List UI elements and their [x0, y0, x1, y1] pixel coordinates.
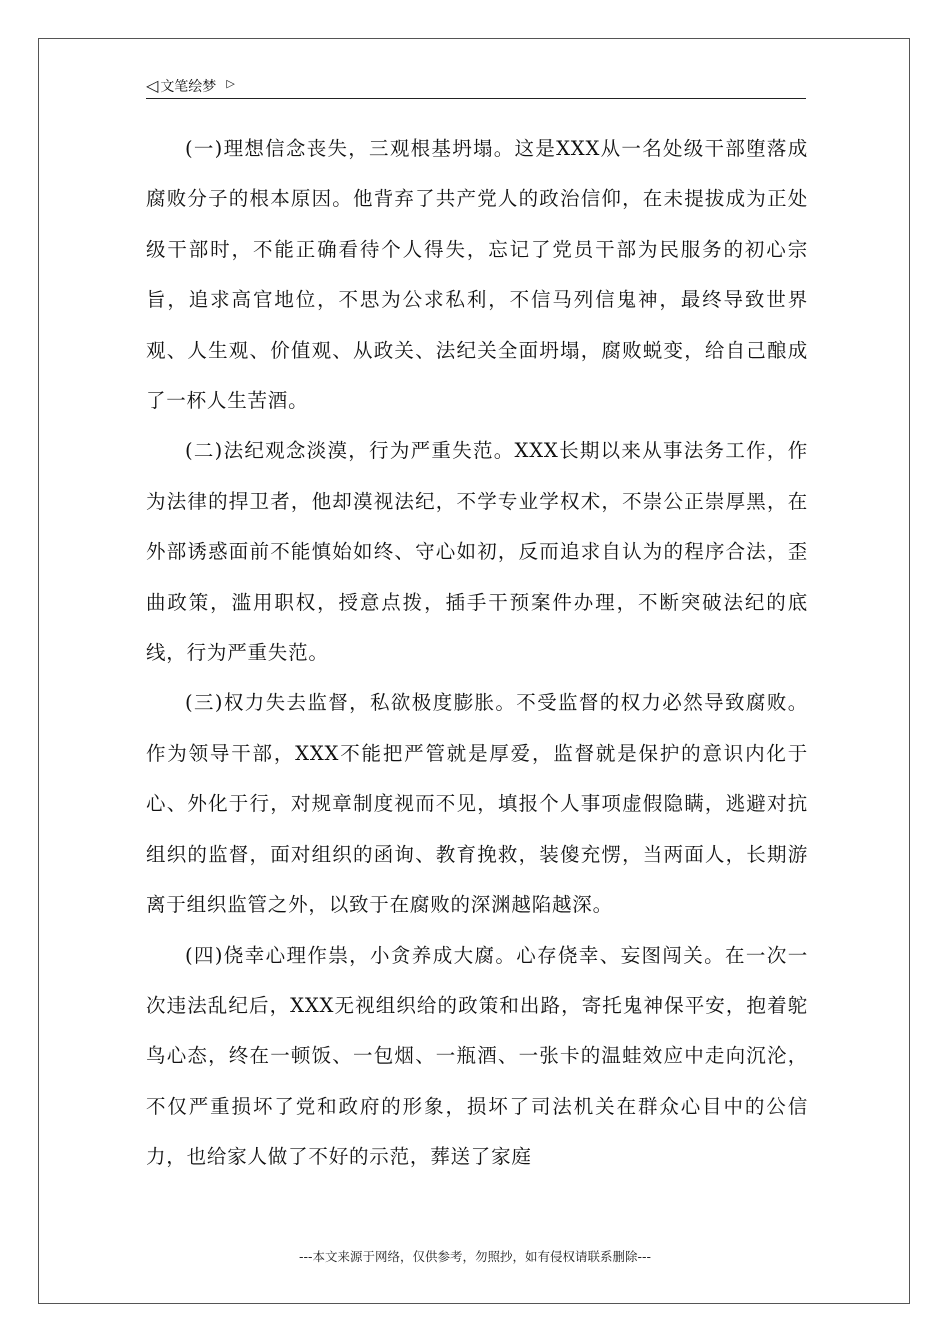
triangle-right-icon: ▷ — [226, 76, 235, 90]
paragraph-1: (一)理想信念丧失，三观根基坍塌。这是XXX从一名处级干部堕落成腐败分子的根本原因。他背弃了共产党人的政治信仰，在未提拔成为正处级干部时，不能正确看待个人得失，忘记了党员干部为民服务的初心宗旨，追求高官地位，不思为公求私利，不信马列信鬼神，最终导致世界观、人生观、价值观、从政关、法纪关全面坍塌，腐败蜕变，给自己酿成了一杯人生苦酒。 — [146, 137, 808, 413]
paragraph-3: (三)权力失去监督，私欲极度膨胀。不受监督的权力必然导致腐败。作为领导干部，XXX不能把严管就是厚爱，监督就是保护的意识内化于心、外化于行，对规章制度视而不见，填报个人事项虚假隐瞒，逃避对抗组织的监督，面对组织的函询、教育挽救，装傻充愣，当两面人，长期游离于组织监管之外，以致于在腐败的深渊越陷越深。 — [146, 691, 808, 917]
triangle-left-icon: ◁ — [146, 76, 159, 95]
page-header — [146, 74, 806, 99]
paragraph-4: (四)侥幸心理作祟，小贪养成大腐。心存侥幸、妄图闯关。在一次一次违法乱纪后，XXX无视组织给的政策和出路，寄托鬼神保平安，抱着鸵鸟心态，终在一顿饭、一包烟、一瓶酒、一张卡的温蛙效应中走向沉沦，不仅严重损坏了党和政府的形象，损坏了司法机关在群众心目中的公信力，也给家人做了不好的示范，葬送了家庭 — [146, 943, 808, 1169]
paragraph-2: (二)法纪观念淡漠，行为严重失范。XXX长期以来从事法务工作，作为法律的捍卫者，他却漠视法纪，不学专业学权术，不崇公正崇厚黑，在外部诱惑面前不能慎始如终、守心如初，反而追求自认为的程序合法，歪曲政策，滥用职权，授意点拨，插手干预案件办理，不断突破法纪的底线，行为严重失范。 — [146, 439, 808, 665]
document-body — [146, 124, 808, 1183]
footer-notice: ---本文来源于网络，仅供参考，勿照抄，如有侵权请联系删除--- — [298, 1249, 652, 1264]
header-title: 文笔绘梦 — [160, 79, 217, 95]
